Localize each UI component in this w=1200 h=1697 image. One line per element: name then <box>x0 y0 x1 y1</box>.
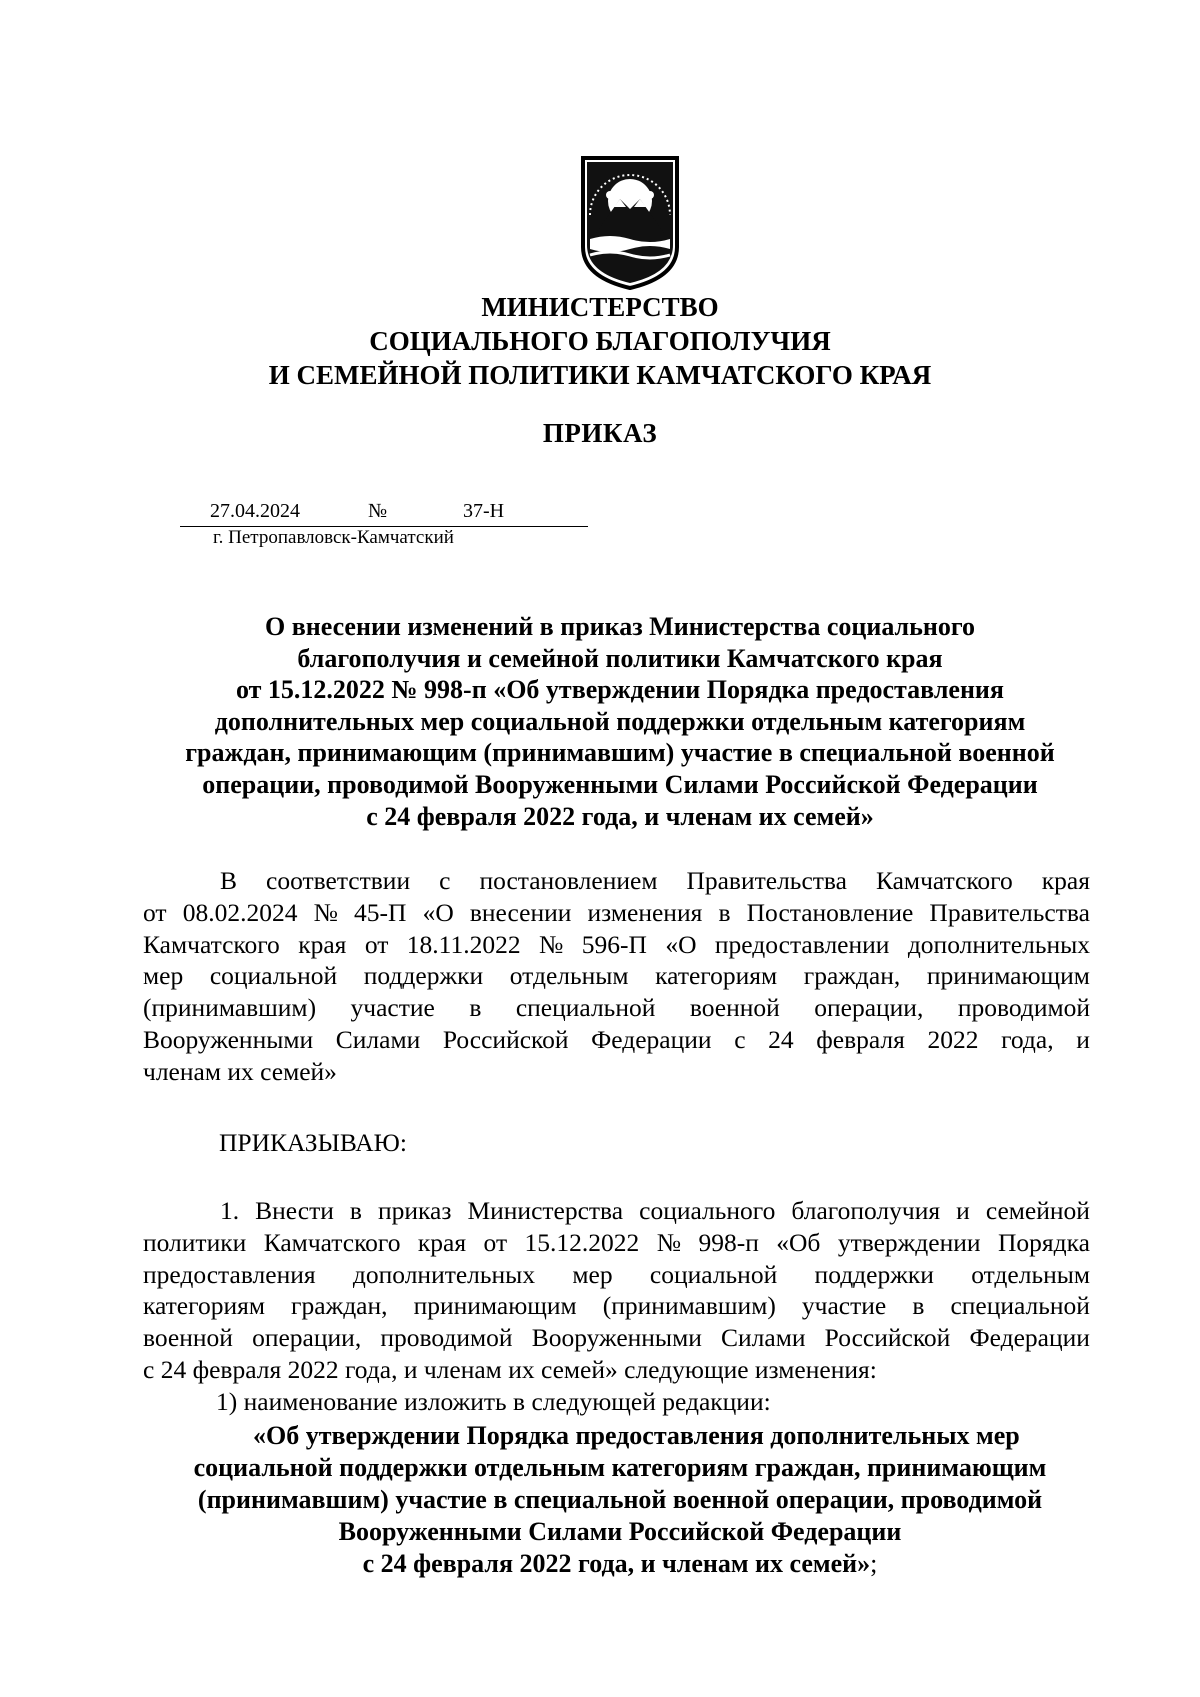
word: в <box>349 1196 362 1225</box>
word: Силами <box>721 1323 806 1353</box>
word: социальной <box>209 961 338 991</box>
word: края <box>298 929 347 959</box>
word: операции, <box>814 993 924 1023</box>
word: № <box>656 1227 682 1257</box>
word: Вооруженными <box>143 1024 314 1054</box>
word: семейной <box>985 1196 1090 1225</box>
word: «О <box>422 897 454 927</box>
word: «О <box>665 929 697 959</box>
number-sign: № <box>368 500 388 522</box>
quote-last-line <box>140 1548 1100 1580</box>
word: и <box>956 1196 970 1225</box>
word: принимающим <box>413 1291 577 1321</box>
word: принимающим <box>926 961 1090 991</box>
order-heading <box>140 611 1100 832</box>
justified-line <box>143 897 1090 929</box>
word: предоставления <box>143 1259 316 1289</box>
word: в <box>912 1291 925 1321</box>
word: с <box>439 866 451 895</box>
organization-line-2: СОЦИАЛЬНОГО БЛАГОПОЛУЧИЯ <box>369 326 831 356</box>
word: отдельным <box>509 961 629 991</box>
heading-line: с 24 февраля 2022 года, и членам их семей» <box>366 801 874 831</box>
word: (принимавшим) <box>143 993 317 1023</box>
quote-line: (принимавшим) участие в специальной военной операции, проводимой <box>197 1485 1043 1514</box>
order-city: г. Петропавловск-Камчатский <box>213 527 454 548</box>
word: Порядка <box>997 1227 1090 1257</box>
word: Силами <box>335 1024 421 1054</box>
justified-line <box>143 1195 1090 1227</box>
word: 15.12.2022 <box>524 1227 640 1257</box>
orders-word: ПРИКАЗЫВАЮ: <box>219 1128 407 1157</box>
word: проводимой <box>380 1323 513 1353</box>
word: Постановление <box>746 897 914 927</box>
word: 998-п <box>698 1227 759 1257</box>
word: Камчатского <box>263 1227 401 1257</box>
word: 45-П <box>354 897 407 927</box>
justified-line <box>143 1290 1090 1322</box>
word: В <box>220 866 238 895</box>
word: Камчатского <box>143 929 280 959</box>
word: Внести <box>255 1196 334 1225</box>
justified-line <box>143 960 1090 992</box>
word: Российской <box>824 1323 951 1353</box>
heading-line: О внесении изменений в приказ Министерства социального <box>264 612 976 641</box>
word: № <box>539 929 564 959</box>
order-date-number-line <box>180 500 588 527</box>
word: поддержки <box>814 1259 934 1289</box>
word: специальной <box>950 1291 1090 1321</box>
order-number: 37-Н <box>463 500 505 522</box>
item-1-paragraph <box>143 1195 1090 1418</box>
word: проводимой <box>957 993 1090 1023</box>
quote-line: социальной поддержки отдельным категориям граждан, принимающим <box>193 1453 1047 1482</box>
kamchatka-coat-of-arms-icon <box>580 155 680 291</box>
word: края <box>417 1227 467 1257</box>
word: категориям <box>143 1291 265 1321</box>
quote-line-text: с 24 февраля 2022 года, и членам их семей» <box>362 1549 871 1578</box>
word: (принимавшим) <box>602 1291 776 1321</box>
word: социального <box>639 1196 776 1225</box>
word: Федерации <box>969 1323 1090 1353</box>
word: от <box>364 929 389 959</box>
document-type: ПРИКАЗ <box>542 418 658 448</box>
word: 24 <box>768 1024 794 1054</box>
quote-line: Вооруженными Силами Российской Федерации <box>338 1517 902 1546</box>
word: мер <box>572 1259 613 1289</box>
preamble-paragraph <box>143 865 1090 1088</box>
justified-line <box>143 1024 1090 1056</box>
quote-line: «Об утверждении Порядка предоставления дополнительных мер <box>253 1421 1020 1450</box>
word: участие <box>801 1291 887 1321</box>
word: 2022 <box>927 1024 979 1054</box>
order-date: 27.04.2024 <box>210 500 300 522</box>
word: внесении <box>469 897 572 927</box>
organization-line-1: МИНИСТЕРСТВО <box>481 292 719 322</box>
word: 18.11.2022 <box>406 929 521 959</box>
subitem-1: 1) наименование изложить в следующей редакции: <box>216 1386 771 1416</box>
quote-line-end: ; <box>870 1549 878 1578</box>
heading-line: операции, проводимой Вооруженными Силами Российской Федерации <box>202 769 1038 799</box>
word: № <box>313 897 338 927</box>
word: февраля <box>816 1024 905 1054</box>
word: благополучия <box>791 1196 941 1225</box>
heading-line: граждан, принимающим (принимавшим) участие в специальной военной <box>185 738 1055 768</box>
word: 1. <box>220 1196 240 1225</box>
justified-line <box>143 1259 1090 1291</box>
paragraph-last-line: с 24 февраля 2022 года, и членам их семей» следующие изменения: <box>143 1354 877 1384</box>
word: категориям <box>655 961 778 991</box>
word: поддержки <box>363 961 484 991</box>
organization-name <box>0 290 1200 392</box>
word: постановлением <box>479 866 658 895</box>
word: в <box>469 993 482 1023</box>
justified-line <box>143 992 1090 1024</box>
word: 08.02.2024 <box>182 897 298 927</box>
word: военной <box>689 993 780 1023</box>
word: дополнительных <box>352 1259 536 1289</box>
justified-line <box>143 1322 1090 1354</box>
word: Правительства <box>929 897 1090 927</box>
justified-line <box>143 929 1090 961</box>
word: Российской <box>442 1024 569 1054</box>
heading-line: от 15.12.2022 № 998-п «Об утверждении Порядка предоставления <box>236 675 1004 705</box>
word: приказ <box>377 1196 452 1225</box>
word: граждан, <box>803 961 901 991</box>
justified-line <box>143 865 1090 897</box>
word: Вооруженными <box>531 1323 702 1353</box>
word: и <box>1076 1024 1090 1054</box>
word: операции, <box>252 1323 362 1353</box>
heading-line: благополучия и семейной политики Камчатского края <box>297 643 943 673</box>
justified-line <box>143 1227 1090 1259</box>
word: Правительства <box>686 866 847 895</box>
word: специальной <box>515 993 656 1023</box>
paragraph-last-line: членам их семей» <box>143 1056 337 1086</box>
word: Федерации <box>591 1024 712 1054</box>
word: политики <box>143 1227 247 1257</box>
word: участие <box>350 993 435 1023</box>
word: года, <box>1001 1024 1054 1054</box>
word: предоставлении <box>714 929 890 959</box>
word: утверждении <box>837 1227 981 1257</box>
word: «Об <box>776 1227 821 1257</box>
word: мер <box>143 961 184 991</box>
word: социальной <box>649 1259 778 1289</box>
word: отдельным <box>971 1259 1090 1289</box>
word: соответствии <box>266 866 411 895</box>
word: Камчатского <box>875 866 1013 895</box>
organization-line-3: И СЕМЕЙНОЙ ПОЛИТИКИ КАМЧАТСКОГО КРАЯ <box>268 360 932 390</box>
word: изменения <box>587 897 703 927</box>
word: в <box>718 897 731 927</box>
heading-line: дополнительных мер социальной поддержки отдельным категориям <box>214 706 1026 736</box>
word: граждан, <box>291 1291 388 1321</box>
word: с <box>734 1024 746 1054</box>
word: от <box>143 897 167 927</box>
word: дополнительных <box>907 929 1090 959</box>
word: 596-П <box>581 929 647 959</box>
word: от <box>483 1227 508 1257</box>
word: Министерства <box>467 1196 624 1225</box>
word: военной <box>143 1323 233 1353</box>
word: края <box>1041 866 1090 895</box>
new-title-quote <box>140 1420 1100 1580</box>
